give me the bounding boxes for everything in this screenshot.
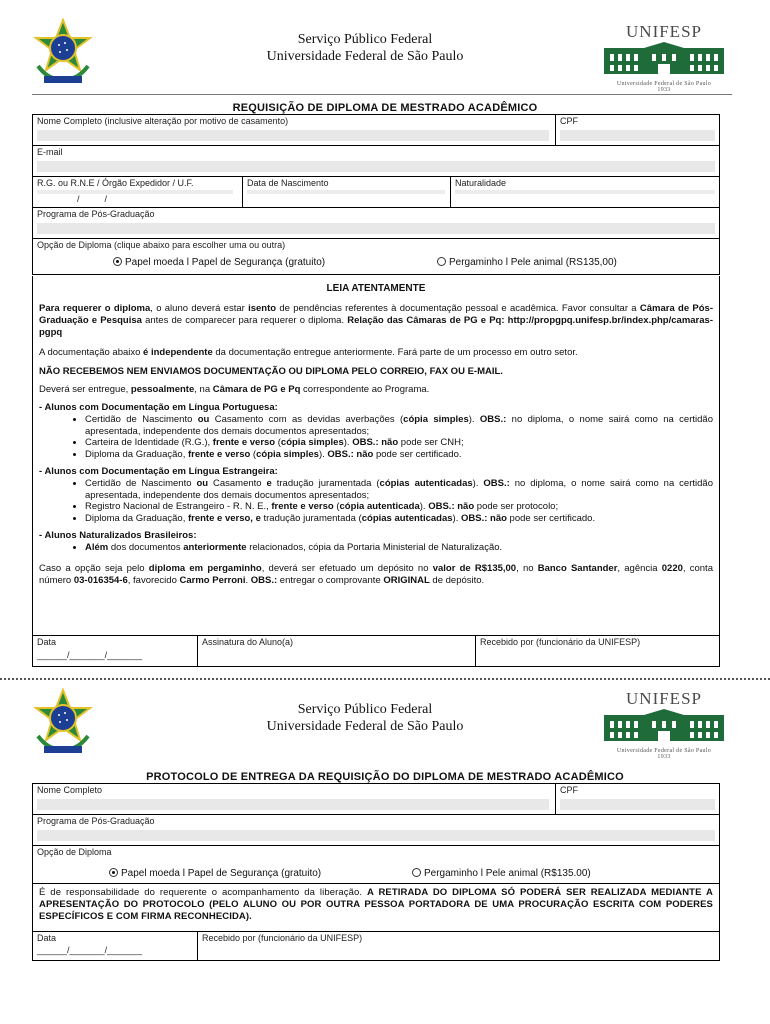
- naturalidade-input[interactable]: [455, 190, 715, 194]
- notice-box: [32, 276, 720, 635]
- option-label: Opção de Diploma (clique abaixo para escolher uma ou outra): [37, 240, 286, 250]
- responsibility-text: É de responsabilidade do requerente o acompanhamento da liberação. A RETIRADA DO DIPLOMA SÓ PODERÁ SER REALIZADA MEDIANTE A APRESENTAÇÃO DO PROTOCOLO (PELO ALUNO OU POR OUTRA PESSOA PORTADORA DE UMA PROCURAÇÃO ESCRITA COM PODERES ESPECÍFICOS E COM FIRMA RECONHECIDA).: [39, 887, 713, 922]
- notice-p1: Para requerer o diploma, o aluno deverá estar isento de pendências referentes à documentação pessoal e acadêmica. Favor consultar a Câmara de Pós-Graduação e Pesquisa antes de comparecer para requerer o diploma. Relação das Câmaras de PG e Pq: http://propgpq.unifesp.br/index.php/camaras-pgpq: [39, 303, 713, 338]
- notice-p3: NÃO RECEBEMOS NEM ENVIAMOS DOCUMENTAÇÃO OU DIPLOMA PELO CORREIO, FAX OU E-MAIL.: [39, 366, 503, 377]
- option-paper-label: Papel moeda l Papel de Segurança (gratuito): [125, 257, 326, 268]
- header-rule: [32, 94, 732, 95]
- option-label: Opção de Diploma: [37, 847, 112, 857]
- name-label: Nome Completo (inclusive alteração por motivo de casamento): [37, 116, 289, 126]
- coat-of-arms-icon: [30, 688, 96, 760]
- foreign-docs-title: - Alunos com Documentação em Língua Estrangeira:: [39, 466, 278, 477]
- option-parchment-label: Pergaminho l Pele animal (R$135.00): [424, 868, 591, 879]
- email-label: E-mail: [37, 147, 63, 157]
- signature-row-2: [32, 931, 720, 961]
- name-input[interactable]: [37, 130, 549, 141]
- list-item: • Além dos documentos anteriormente relacionados, cópia da Portaria Ministerial de Naturalização.: [85, 542, 713, 554]
- date-blank[interactable]: ______/_______/_______: [37, 650, 143, 660]
- list-item: • Diploma da Graduação, frente e verso (cópia simples). OBS.: não pode ser certificado.: [85, 449, 713, 461]
- coat-of-arms-icon: [30, 18, 96, 90]
- program-label: Programa de Pós-Graduação: [37, 209, 155, 219]
- logo-title: UNIFESP: [626, 689, 702, 708]
- radio-empty-icon: [437, 257, 446, 266]
- rg-input[interactable]: [37, 190, 233, 194]
- header-line1: Serviço Público Federal: [297, 32, 433, 47]
- form2-row-program: [33, 815, 719, 846]
- list-item: • Registro Nacional de Estrangeiro - R. N. E., frente e verso (cópia autenticada). OBS.: não pode ser protocolo;: [85, 501, 713, 513]
- birth-date-label: Data de Nascimento: [247, 178, 329, 188]
- program-label: Programa de Pós-Graduação: [37, 816, 155, 826]
- header-line1: Serviço Público Federal: [297, 702, 433, 717]
- logo-subtitle: Universidade Federal de São Paulo: [616, 748, 712, 754]
- naturalized-title: - Alunos Naturalizados Brasileiros:: [39, 530, 197, 541]
- responsibility-box: [32, 881, 720, 931]
- radio-empty-icon: [412, 868, 421, 877]
- rg-slashes: / /: [77, 194, 108, 204]
- student-signature-label: Assinatura do Aluno(a): [202, 637, 294, 647]
- form1-row-option: [33, 239, 719, 275]
- name-input[interactable]: [37, 799, 549, 810]
- portuguese-docs-title: - Alunos com Documentação em Língua Portuguesa:: [39, 402, 278, 413]
- logo-year: 1933: [657, 754, 671, 760]
- list-item: • Carteira de Identidade (R.G.), frente e verso (cópia simples). OBS.: não pode ser CNH;: [85, 437, 713, 449]
- birth-date-input[interactable]: [247, 190, 445, 194]
- option-paper-radio[interactable]: [113, 257, 325, 268]
- rg-label: R.G. ou R.N.E / Órgão Expedidor / U.F.: [37, 178, 194, 188]
- option-paper-label: Papel moeda l Papel de Segurança (gratuito): [121, 868, 322, 879]
- cpf-label: CPF: [560, 116, 578, 126]
- form2-row-name: [33, 784, 719, 815]
- header-line2: Universidade Federal de São Paulo: [266, 49, 464, 64]
- radio-selected-icon: [109, 868, 118, 877]
- received-by-label: Recebido por (funcionário da UNIFESP): [480, 637, 641, 647]
- cpf-input[interactable]: [560, 799, 715, 810]
- notice-p4: Deverá ser entregue, pessoalmente, na Câmara de PG e Pq correspondente ao Programa.: [39, 384, 430, 395]
- form2-row-option: [33, 846, 719, 884]
- logo-title: UNIFESP: [626, 22, 702, 41]
- form1-row-program: [33, 208, 719, 239]
- portuguese-docs-list: [39, 414, 713, 460]
- naturalidade-label: Naturalidade: [455, 178, 507, 188]
- naturalized-list: [39, 542, 713, 554]
- building-icon: [600, 42, 728, 76]
- cpf-input[interactable]: [560, 130, 715, 141]
- unifesp-logo: [600, 22, 728, 92]
- option-parchment-label: Pergaminho l Pele animal (RS135,00): [449, 257, 617, 268]
- name-label: Nome Completo: [37, 785, 103, 795]
- list-item: • Diploma da Graduação, frente e verso, e tradução juramentada (cópias autenticadas). OBS.: não pode ser certificado.: [85, 513, 713, 525]
- form2-title: PROTOCOLO DE ENTREGA DA REQUISIÇÃO DO DIPLOMA DE MESTRADO ACADÊMICO: [146, 771, 624, 783]
- foreign-docs-list: [39, 478, 713, 524]
- date-label: Data: [37, 637, 57, 647]
- form1-row-email: [33, 146, 719, 177]
- form1-row-name: [33, 115, 719, 146]
- notice-p2: A documentação abaixo é independente da documentação entregue anteriormente. Fará parte de um processo em outro setor.: [39, 347, 578, 358]
- signature-row-1: [32, 635, 720, 667]
- logo-subtitle: Universidade Federal de São Paulo: [616, 81, 712, 87]
- list-item: • Certidão de Nascimento ou Casamento e tradução juramentada (cópias autenticadas). OBS.: no diploma, o nome sairá como na certidão apresentada, independente dos demais documentos apresentados;: [85, 478, 713, 501]
- option-parchment-radio[interactable]: [437, 257, 617, 268]
- program-input[interactable]: [37, 223, 715, 234]
- date-label: Data: [37, 933, 57, 943]
- cut-line: [0, 678, 770, 680]
- option-parchment-radio[interactable]: [412, 868, 591, 879]
- unifesp-logo: [600, 689, 728, 759]
- option-paper-radio[interactable]: [109, 868, 321, 879]
- header-line2: Universidade Federal de São Paulo: [266, 719, 464, 734]
- building-icon: [600, 709, 728, 743]
- program-input[interactable]: [37, 830, 715, 841]
- payment-paragraph: Caso a opção seja pelo diploma em pergaminho, deverá ser efetuado um depósito no valor de R$135,00, no Banco Santander, agência 0220, conta número 03-016354-6, favorecido Carmo Perroni. OBS.: entregar o comprovante ORIGINAL de depósito.: [39, 562, 713, 586]
- form1-row-rg: [33, 177, 719, 208]
- notice-title: LEIA ATENTAMENTE: [326, 283, 426, 294]
- date-blank[interactable]: ______/_______/_______: [37, 945, 143, 955]
- email-input[interactable]: [37, 161, 715, 172]
- form2-table: [32, 783, 720, 884]
- list-item: • Certidão de Nascimento ou Casamento com as devidas averbações (cópia simples). OBS.: no diploma, o nome sairá como na certidão apresentada, independente dos demais documentos apresentados;: [85, 414, 713, 437]
- radio-selected-icon: [113, 257, 122, 266]
- received-by-label: Recebido por (funcionário da UNIFESP): [202, 933, 363, 943]
- cpf-label: CPF: [560, 785, 578, 795]
- form1-title: REQUISIÇÃO DE DIPLOMA DE MESTRADO ACADÊMICO: [232, 102, 538, 114]
- logo-year: 1933: [657, 87, 671, 93]
- form1-table: [32, 114, 720, 275]
